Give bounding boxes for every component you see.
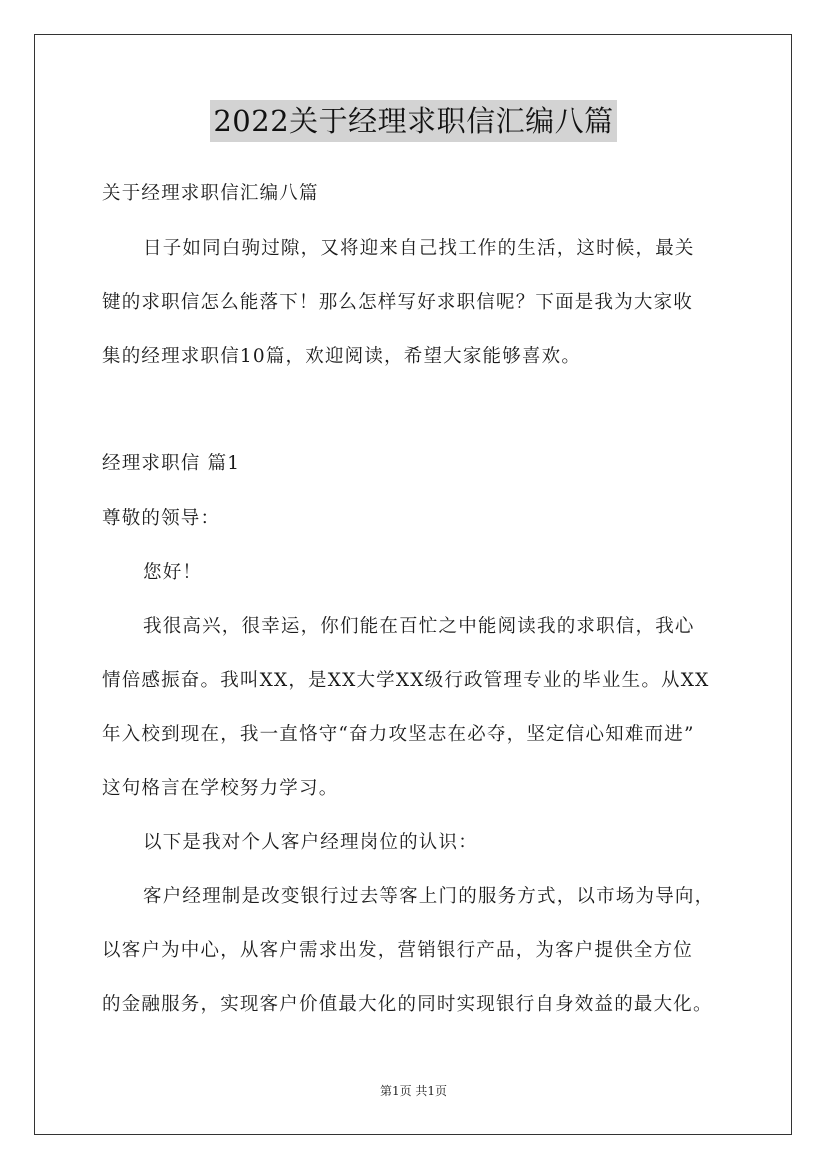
document-title: 2022关于经理求职信汇编八篇 (210, 100, 616, 142)
paragraph3-line-3: 的金融服务，实现客户价值最大化的同时实现银行自身效益的最大化。 (102, 994, 713, 1015)
greeting: 您好！ (143, 562, 203, 583)
paragraph3-line-1: 客户经理制是改变银行过去等客上门的服务方式，以市场为导向， (143, 886, 715, 907)
intro-line-3: 集的经理求职信10篇，欢迎阅读，希望大家能够喜欢。 (102, 346, 582, 367)
intro-line-2: 键的求职信怎么能落下！那么怎样写好求职信呢？下面是我为大家收 (102, 292, 694, 313)
paragraph3-line-2: 以客户为中心，从客户需求出发，营销银行产品，为客户提供全方位 (102, 940, 694, 961)
paragraph1-line-4: 这句格言在学校努力学习。 (102, 778, 339, 799)
page-number: 第1页 共1页 (379, 1084, 448, 1098)
section-heading: 经理求职信 篇1 (102, 453, 241, 474)
intro-line-1: 日子如同白驹过隙，又将迎来自己找工作的生活，这时候，最关 (143, 238, 695, 259)
paragraph1-line-3: 年入校到现在，我一直恪守“奋力攻坚志在必夺，坚定信心知难而进” (102, 724, 695, 745)
paragraph1-line-2: 情倍感振奋。我叫XX，是XX大学XX级行政管理专业的毕业生。从XX (102, 670, 710, 691)
subtitle: 关于经理求职信汇编八篇 (102, 183, 319, 204)
paragraph2: 以下是我对个人客户经理岗位的认识： (143, 832, 478, 853)
salutation: 尊敬的领导： (102, 508, 221, 529)
paragraph1-line-1: 我很高兴，很幸运，你们能在百忙之中能阅读我的求职信，我心 (143, 616, 695, 637)
